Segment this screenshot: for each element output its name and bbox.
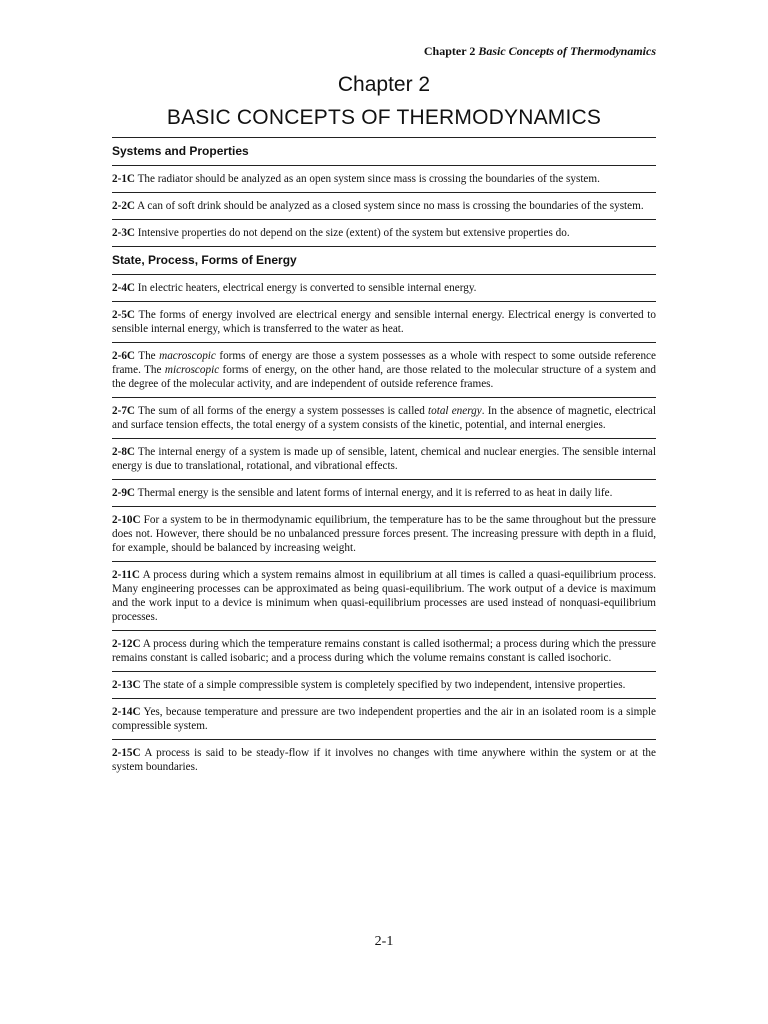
problem-text: A can of soft drink should be analyzed as a closed system since no mass is crossing the boundaries of the system. bbox=[135, 200, 644, 212]
problem-text-part: . In the absence of magnetic, electrical and surface tension effects, the total energy of a system consists of the kinetic, potential, and internal energies. bbox=[112, 405, 656, 431]
problem-number: 2-3C bbox=[112, 227, 135, 239]
problem-2-11c bbox=[112, 562, 656, 630]
problem-2-10c bbox=[112, 507, 656, 561]
problem-2-13c bbox=[112, 672, 656, 698]
problem-number: 2-2C bbox=[112, 200, 135, 212]
problem-2-8c bbox=[112, 439, 656, 479]
problem-number: 2-7C bbox=[112, 405, 135, 417]
problem-number: 2-10C bbox=[112, 514, 141, 526]
emphasis-term: total energy bbox=[428, 405, 482, 417]
problem-text: A process during which the temperature remains constant is called isothermal; a process during which the pressure remains constant is called isobaric; and a process during which the volume remains constant is called isochoric. bbox=[112, 638, 656, 664]
problem-text-part: forms of energy are those a system possesses as a whole with respect to some outside reference frame. The bbox=[112, 350, 656, 376]
running-head-title: Basic Concepts of Thermodynamics bbox=[478, 44, 656, 58]
problem-text: A process during which a system remains almost in equilibrium at all times is called a quasi-equilibrium process. Many engineering processes can be approximated as being quasi-equilibrium. The work output of a device is maximum and the work input to a device is minimum when quasi-equilibrium processes are used instead of nonquasi-equilibrium processes. bbox=[112, 569, 656, 623]
problem-number: 2-9C bbox=[112, 487, 135, 499]
problem-text: Yes, because temperature and pressure are two independent properties and the air in an isolated room is a simple compressible system. bbox=[112, 706, 656, 732]
problem-text-part: The sum of all forms of the energy a system possesses is called bbox=[135, 405, 429, 417]
emphasis-term: microscopic bbox=[164, 364, 220, 376]
problem-text: Thermal energy is the sensible and latent forms of internal energy, and it is referred to as heat in daily life. bbox=[135, 487, 613, 499]
problem-number: 2-15C bbox=[112, 747, 141, 759]
chapter-number: Chapter 2 bbox=[337, 73, 431, 96]
running-head-prefix: Chapter 2 bbox=[423, 44, 479, 58]
problem-2-14c bbox=[112, 699, 656, 739]
problem-text: In electric heaters, electrical energy is converted to sensible internal energy. bbox=[135, 282, 477, 294]
problem-text: The internal energy of a system is made up of sensible, latent, chemical and nuclear energies. The sensible internal energy is due to translational, rotational, and vibrational effects. bbox=[112, 446, 656, 472]
emphasis-term: macroscopic bbox=[159, 350, 216, 362]
section-heading-state-process: State, Process, Forms of Energy bbox=[112, 253, 297, 267]
problem-number: 2-8C bbox=[112, 446, 135, 458]
problem-2-3c bbox=[112, 220, 656, 246]
page-content bbox=[112, 137, 656, 780]
problem-number: 2-1C bbox=[112, 173, 135, 185]
problem-2-6c bbox=[112, 343, 656, 397]
running-head bbox=[424, 44, 656, 59]
problem-text: Intensive properties do not depend on the size (extent) of the system but extensive properties do. bbox=[135, 227, 570, 239]
problem-number: 2-12C bbox=[112, 638, 141, 650]
problem-number: 2-13C bbox=[112, 679, 141, 691]
problem-2-12c bbox=[112, 631, 656, 671]
problem-number: 2-5C bbox=[112, 309, 135, 321]
problem-2-2c bbox=[112, 193, 656, 219]
problem-2-4c bbox=[112, 275, 656, 301]
problem-text: The forms of energy involved are electrical energy and sensible internal energy. Electrical energy is converted to sensible internal energy, which is transferred to the water as heat. bbox=[112, 309, 656, 335]
chapter-title: BASIC CONCEPTS OF THERMODYNAMICS bbox=[166, 106, 602, 129]
problem-text-part: forms of energy, on the other hand, are those related to the molecular structure of a system and the degree of the molecular activity, and are independent of outside reference frames. bbox=[112, 364, 656, 390]
problem-text: For a system to be in thermodynamic equilibrium, the temperature has to be the same throughout but the pressure does not. However, there should be no unbalanced pressure forces present. The increasing pressure with depth in a fluid, for example, should be balanced by increasing weight. bbox=[112, 514, 656, 554]
problem-text: A process is said to be steady-flow if it involves no changes with time anywhere within the system or at the system boundaries. bbox=[112, 747, 656, 773]
problem-text-part: The bbox=[135, 350, 160, 362]
problem-number: 2-14C bbox=[112, 706, 141, 718]
problem-number: 2-6C bbox=[112, 350, 135, 362]
page-number: 2-1 bbox=[374, 934, 394, 949]
problem-text: The radiator should be analyzed as an open system since mass is crossing the boundaries of the system. bbox=[135, 173, 600, 185]
problem-2-5c bbox=[112, 302, 656, 342]
problem-text: The state of a simple compressible system is completely specified by two independent, intensive properties. bbox=[140, 679, 626, 691]
problem-2-15c bbox=[112, 740, 656, 780]
problem-number: 2-11C bbox=[112, 569, 140, 581]
problem-2-9c bbox=[112, 480, 656, 506]
section-heading-systems-properties: Systems and Properties bbox=[112, 144, 249, 158]
problem-2-1c bbox=[112, 166, 656, 192]
problem-number: 2-4C bbox=[112, 282, 135, 294]
problem-2-7c bbox=[112, 398, 656, 438]
